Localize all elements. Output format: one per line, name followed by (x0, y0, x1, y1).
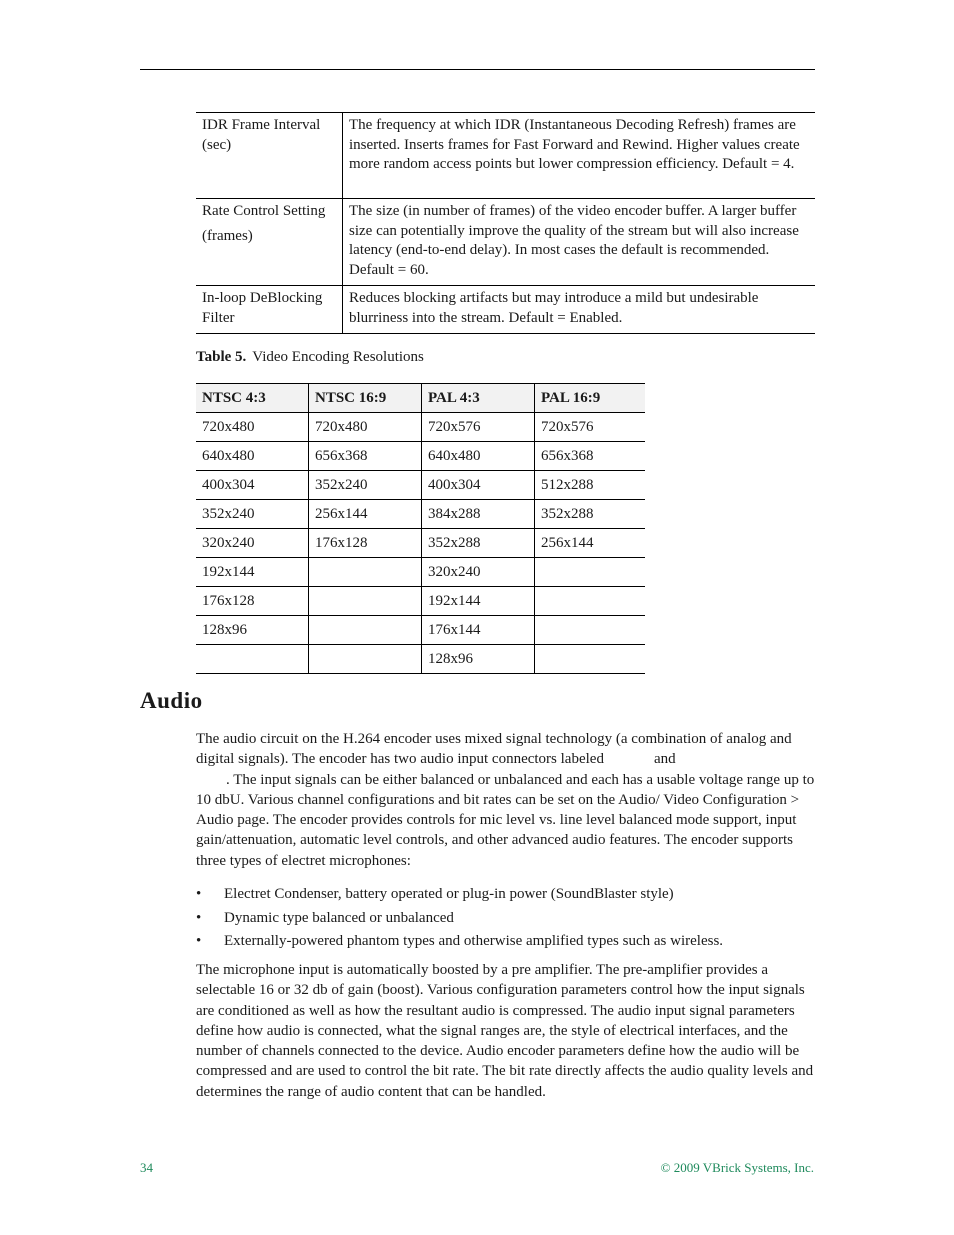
table-cell: 400x304 (422, 471, 535, 500)
param-description: The size (in number of frames) of the video encoder buffer. A larger buffer size can potentially improve the quality of the stream but will also increase latency (end-to-end delay). In most cases the default is recommended. Default = 60. (343, 199, 816, 286)
table-cell: 656x368 (535, 442, 646, 471)
param-description: The frequency at which IDR (Instantaneous Decoding Refresh) frames are inserted. Inserts frames for Fast Forward and Rewind. Higher values create more random access points but lower compression efficiency. Default = 4. (343, 113, 816, 199)
table-cell: 176x128 (196, 587, 309, 616)
table-cell: 320x240 (422, 558, 535, 587)
param-name: In-loop DeBlocking Filter (196, 286, 343, 334)
table-cell: 352x240 (309, 471, 422, 500)
list-item (196, 884, 816, 908)
table-row (196, 413, 645, 442)
table-cell: 320x240 (196, 529, 309, 558)
param-name: IDR Frame Interval (sec) (196, 113, 343, 199)
page-number: 34 (140, 1160, 153, 1175)
column-header: PAL 4:3 (422, 384, 535, 413)
table-caption-label: Table 5. (196, 349, 247, 365)
column-header: PAL 16:9 (535, 384, 646, 413)
param-name-line: Rate Control Setting (202, 203, 326, 219)
table-cell (535, 587, 646, 616)
table-cell: 352x240 (196, 500, 309, 529)
table-row (196, 616, 645, 645)
table-cell: 192x144 (422, 587, 535, 616)
microphone-types-list (196, 884, 816, 955)
table-row (196, 442, 645, 471)
column-header: NTSC 16:9 (309, 384, 422, 413)
table-cell: 512x288 (535, 471, 646, 500)
copyright: © 2009 VBrick Systems, Inc. (660, 1160, 814, 1175)
table-row (196, 500, 645, 529)
table-cell (309, 645, 422, 674)
audio-details-paragraph: The microphone input is automatically boosted by a pre amplifier. The pre-amplifier provides a selectable 16 or 32 db of gain (boost). Various configuration parameters control how the input signals are conditioned as well as how the resultant audio is compressed. The audio input signal parameters define how audio is connected, what the signal ranges are, the style of electrical interfaces, and the number of channels connected to the device. Audio encoder parameters define how the audio will be compressed and are used to control the bit rate. The bit rate directly affects the audio quality levels and determines the range of audio content that can be handled. (196, 962, 814, 1100)
table-row (196, 199, 815, 286)
table-cell: 720x576 (422, 413, 535, 442)
bullet: • (196, 909, 202, 926)
table-cell: 192x144 (196, 558, 309, 587)
table-cell: 656x368 (309, 442, 422, 471)
table-cell: 400x304 (196, 471, 309, 500)
list-item (196, 931, 816, 955)
table-cell: 640x480 (196, 442, 309, 471)
table-cell: 720x480 (196, 413, 309, 442)
table-row (196, 645, 645, 674)
table-cell: 352x288 (535, 500, 646, 529)
table-header-row (196, 384, 645, 413)
table-row (196, 558, 645, 587)
table-cell (309, 587, 422, 616)
table-cell: 176x128 (309, 529, 422, 558)
table-cell: 128x96 (422, 645, 535, 674)
table-cell: 352x288 (422, 529, 535, 558)
table-cell: 720x480 (309, 413, 422, 442)
table-caption-title: Video Encoding Resolutions (252, 349, 424, 365)
table-cell: 720x576 (535, 413, 646, 442)
param-description: Reduces blocking artifacts but may introduce a mild but undesirable blurriness into the stream. Default = Enabled. (343, 286, 816, 334)
paragraph-text: . The input signals can be either balanced or unbalanced and each has a usable voltage range up to 10 dbU. Various channel configurations and bit rates can be set on the Audio/ Video Configuration > Audio page. The encoder provides controls for mic level vs. line level balanced mode support, input gain/attenuation, automatic level controls, and other advanced audio features. The encoder supports three types of electret microphones: (196, 771, 815, 869)
column-header: NTSC 4:3 (196, 384, 309, 413)
list-item-text: Externally-powered phantom types and otherwise amplified types such as wireless. (224, 933, 724, 949)
table-cell: 176x144 (422, 616, 535, 645)
table-cell (309, 558, 422, 587)
resolution-table (196, 383, 645, 674)
table-cell: 384x288 (422, 500, 535, 529)
table-row (196, 529, 645, 558)
paragraph-text: The audio circuit on the H.264 encoder uses mixed signal technology (a combination of analog and digital signals). The encoder has two audio input connectors labeled (196, 731, 792, 768)
param-name-unit: (frames) (202, 227, 253, 244)
table-cell (535, 616, 646, 645)
paragraph-text: and (653, 751, 676, 768)
audio-intro-paragraph (196, 729, 816, 871)
table-cell: 640x480 (422, 442, 535, 471)
list-item-text: Dynamic type balanced or unbalanced (224, 909, 454, 926)
table-cell: 256x144 (309, 500, 422, 529)
section-heading-audio: Audio (140, 688, 203, 713)
table-cell (535, 645, 646, 674)
table-caption (196, 349, 424, 366)
table-cell (196, 645, 309, 674)
table-row (196, 587, 645, 616)
list-item (196, 908, 816, 932)
table-cell: 128x96 (196, 616, 309, 645)
parameter-table (196, 112, 815, 334)
bullet: • (196, 886, 202, 902)
table-row (196, 286, 815, 334)
table-row (196, 471, 645, 500)
table-row (196, 113, 815, 199)
bullet: • (196, 933, 202, 949)
table-cell (309, 616, 422, 645)
table-cell: 256x144 (535, 529, 646, 558)
param-name (196, 199, 343, 286)
header-rule (140, 69, 815, 70)
table-cell (535, 558, 646, 587)
list-item-text: Electret Condenser, battery operated or plug-in power (SoundBlaster style) (224, 886, 674, 902)
